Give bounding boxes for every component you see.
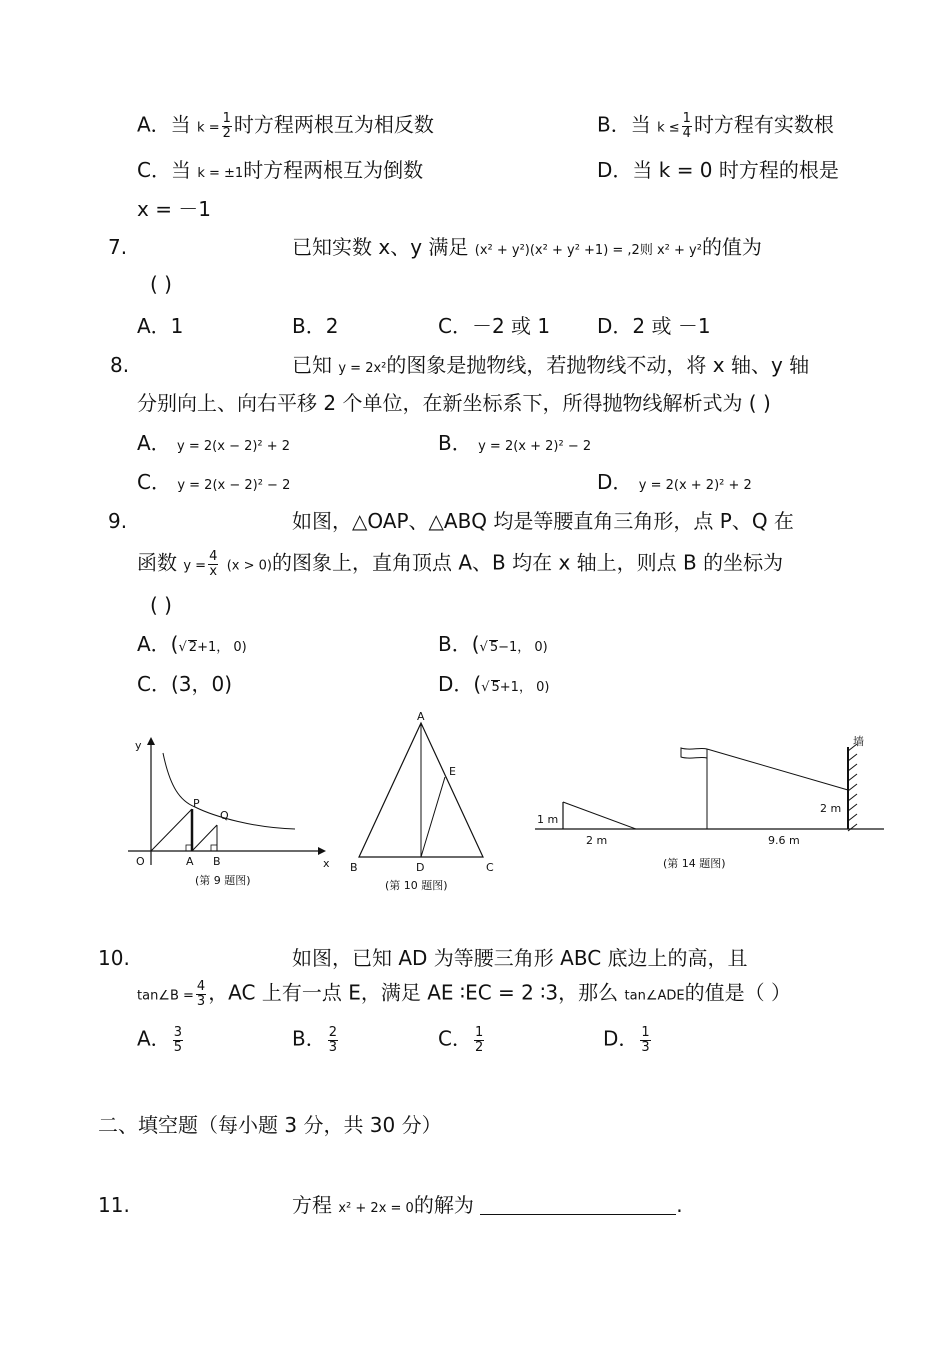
fig14-label-2m-ground: 2 m <box>586 834 608 847</box>
q6-b-frac-num: 1 <box>682 111 691 126</box>
q8-formula: y = 2x² <box>338 361 387 376</box>
fig10-label-a: A <box>417 710 425 723</box>
q11-stem <box>292 1195 683 1215</box>
fig14-sun-ray <box>707 749 848 790</box>
q10-a-den: 5 <box>173 1039 182 1055</box>
q8-d-label: D． <box>597 470 633 494</box>
q8-option-a <box>137 433 290 453</box>
q10-c-fraction <box>474 1026 484 1054</box>
q9-line2-cond: (x > 0) <box>226 558 272 574</box>
q9-option-a: A．(√ 2+1， 0) <box>137 632 247 656</box>
fig9-label-y: y <box>135 739 142 752</box>
q6-option-d-cont: x = －1 <box>137 197 212 221</box>
q10-a-label: A． <box>137 1026 171 1051</box>
q11-tail: 的解为 <box>413 1193 474 1217</box>
q8-option-c <box>137 472 290 492</box>
q6-option-b <box>597 112 834 140</box>
q10-line2 <box>137 980 791 1008</box>
q8-text2: 分别向上、向右平移 2 个单位，在新坐标系下，所得抛物线解析式为 ( ) <box>137 391 771 415</box>
q8-a-formula: y = 2(x − 2)² + 2 <box>177 439 291 454</box>
q11-end: . <box>676 1193 683 1217</box>
q6-a-frac-den: 2 <box>222 125 231 141</box>
q10-tan-fraction <box>196 980 206 1008</box>
q10-a-num: 3 <box>173 1025 182 1040</box>
fig14-caption: (第 14 题图) <box>663 857 726 870</box>
q6-b-prefix: B．当 <box>597 112 651 137</box>
q6-b-suffix: 时方程有实数根 <box>693 112 834 137</box>
q8-b-label: B． <box>438 431 472 455</box>
q6-c-prefix: C．当 <box>137 158 191 182</box>
q7-tail: 的值为 <box>701 235 762 259</box>
q9-d-tail: +1， 0) <box>499 680 550 695</box>
q10-d-fraction <box>640 1026 650 1054</box>
fig10-label-e: E <box>449 765 456 778</box>
fig9-label-q: Q <box>220 809 229 822</box>
fig9-label-p: P <box>193 797 200 810</box>
fig14-label-2m-wall: 2 m <box>820 802 842 815</box>
figure-14 <box>535 734 884 870</box>
q8-d-formula: y = 2(x + 2)² + 2 <box>638 478 752 493</box>
q10-option-c <box>438 1026 486 1054</box>
q10-tan-ade: tan∠ADE <box>624 988 685 1004</box>
q6-a-frac-num: 1 <box>222 111 231 126</box>
fig10-caption: (第 10 题图) <box>385 879 448 892</box>
q9-option-b: B．(√ 5−1， 0) <box>438 632 548 656</box>
q9-b-radicand: 5 <box>489 640 499 655</box>
figure-9 <box>128 737 330 887</box>
fig9-label-o: O <box>136 855 145 868</box>
q10-a-fraction <box>173 1026 183 1054</box>
q6-b-k: k ≤ <box>657 120 680 136</box>
q8-number: 8. <box>110 353 130 377</box>
fig14-wall-hatch <box>848 744 857 831</box>
q10-line2-tail: 的值是（ ） <box>684 980 791 1005</box>
q9-line2-lead: 函数 <box>137 550 177 575</box>
q7-lead: 已知实数 x、y 满足 <box>292 235 469 259</box>
q8-text1: 的图象是抛物线，若抛物线不动，将 x 轴、y 轴 <box>386 353 810 377</box>
q11-answer-blank[interactable] <box>480 1196 676 1215</box>
figures <box>0 705 950 905</box>
q9-line2 <box>137 550 783 578</box>
q6-a-fraction <box>222 112 232 140</box>
q9-option-d: D．(√ 5+1， 0) <box>438 672 550 696</box>
fig9-y-arrow <box>147 737 155 745</box>
q10-d-num: 1 <box>641 1025 650 1040</box>
q7-option-c: C．－2 或 1 <box>438 314 551 338</box>
q10-c-label: C． <box>438 1026 472 1051</box>
q8-option-b <box>438 433 591 453</box>
q10-b-den: 3 <box>328 1039 338 1055</box>
q10-option-d <box>603 1026 653 1054</box>
fig14-label-wall: 墙 <box>853 735 864 748</box>
q10-d-den: 3 <box>641 1039 650 1055</box>
q11-number: 11. <box>98 1193 130 1217</box>
q8-c-formula: y = 2(x − 2)² − 2 <box>177 478 291 493</box>
q9-a-tail: +1， 0) <box>197 640 247 655</box>
fig10-label-c: C <box>486 861 494 874</box>
q11-lead: 方程 <box>292 1193 332 1217</box>
q9-a-label: A．( <box>137 632 179 656</box>
q10-b-label: B． <box>292 1026 326 1051</box>
q10-option-a <box>137 1026 185 1054</box>
q6-b-frac-den: 4 <box>682 125 691 141</box>
q6-a-k: k = <box>197 120 220 136</box>
q6-b-fraction <box>682 112 692 140</box>
q9-b-tail: −1， 0) <box>498 640 548 655</box>
fig10-de <box>421 777 445 857</box>
q9-d-radicand: 5 <box>491 680 500 695</box>
q8-a-label: A． <box>137 431 171 455</box>
q7-number: 7. <box>108 235 128 259</box>
fig9-hyperbola <box>163 753 295 829</box>
q6-c-k: k = ±1 <box>197 166 244 181</box>
q9-paren: ( ) <box>150 593 172 617</box>
fig10-label-d: D <box>416 861 425 874</box>
fig9-caption: (第 9 题图) <box>195 874 251 887</box>
q10-frac-den: 3 <box>196 993 206 1009</box>
q6-option-c <box>137 160 423 180</box>
q9-option-c: C．(3，0) <box>137 672 233 696</box>
q7-option-a: A．1 <box>137 314 184 338</box>
q6-a-prefix: A．当 <box>137 112 191 137</box>
q10-line2-text: ，AC 上有一点 E，满足 AE ∶EC = 2 ∶3，那么 <box>208 980 619 1005</box>
q7-stem <box>292 237 762 257</box>
q9-line2-tail: 的图象上，直角顶点 A、B 均在 x 轴上，则点 B 的坐标为 <box>271 550 784 575</box>
q11-formula: x² + 2x = 0 <box>338 1201 414 1216</box>
fig9-label-b: B <box>213 855 221 868</box>
fig9-label-a: A <box>186 855 194 868</box>
q9-frac-num: 4 <box>209 549 218 564</box>
fig9-right-angle-b <box>211 845 217 851</box>
q10-c-num: 1 <box>474 1025 484 1040</box>
q7-paren: ( ) <box>150 272 172 296</box>
q10-b-fraction <box>328 1026 338 1054</box>
q7-formula: (x² + y²)(x² + y² +1) = ,2则 x² + y² <box>474 243 702 258</box>
q9-line1: 如图，△OAP、△ABQ 均是等腰直角三角形，点 P、Q 在 <box>292 509 794 533</box>
fig14-label-9-6m: 9.6 m <box>768 834 800 847</box>
fig9-x-arrow <box>318 847 326 855</box>
q8-option-d <box>597 472 752 492</box>
fig14-label-1m: 1 m <box>537 813 559 826</box>
fig14-flag <box>681 748 707 758</box>
q9-line2-y: y = <box>183 558 207 574</box>
q10-tan-b: tan∠B = <box>137 988 194 1004</box>
q9-frac-den: x <box>209 563 218 579</box>
q10-number: 10. <box>98 946 130 970</box>
q6-c-suffix: 时方程两根互为倒数 <box>243 158 424 182</box>
q6-option-d: D．当 k = 0 时方程的根是 <box>597 158 839 182</box>
q8-lead: 已知 <box>292 353 332 377</box>
q9-number: 9. <box>108 509 128 533</box>
q9-fraction <box>208 550 218 578</box>
fig9-label-x: x <box>323 857 330 870</box>
q9-a-radicand: 2 <box>188 640 198 655</box>
q10-option-b <box>292 1026 340 1054</box>
fig9-aq <box>192 825 217 851</box>
q10-d-label: D． <box>603 1026 639 1051</box>
q10-c-den: 2 <box>474 1039 484 1055</box>
q10-b-num: 2 <box>328 1025 338 1040</box>
fig14-small-shadow <box>563 802 636 829</box>
q7-option-b: B．2 <box>292 314 339 338</box>
q6-option-a <box>137 112 434 140</box>
fig10-label-b: B <box>350 861 358 874</box>
q8-b-formula: y = 2(x + 2)² − 2 <box>478 439 592 454</box>
q9-b-label: B．( <box>438 632 480 656</box>
q7-option-d: D．2 或 －1 <box>597 314 711 338</box>
q8-stem <box>292 355 809 375</box>
section-title: 二、填空题（每小题 3 分，共 30 分） <box>98 1113 442 1137</box>
q10-line1: 如图，已知 AD 为等腰三角形 ABC 底边上的高，且 <box>292 946 748 970</box>
q9-d-label: D．( <box>438 672 482 696</box>
figure-10 <box>350 710 494 892</box>
q6-a-suffix: 时方程两根互为相反数 <box>233 112 434 137</box>
q8-c-label: C． <box>137 470 171 494</box>
q10-frac-num: 4 <box>196 979 206 994</box>
